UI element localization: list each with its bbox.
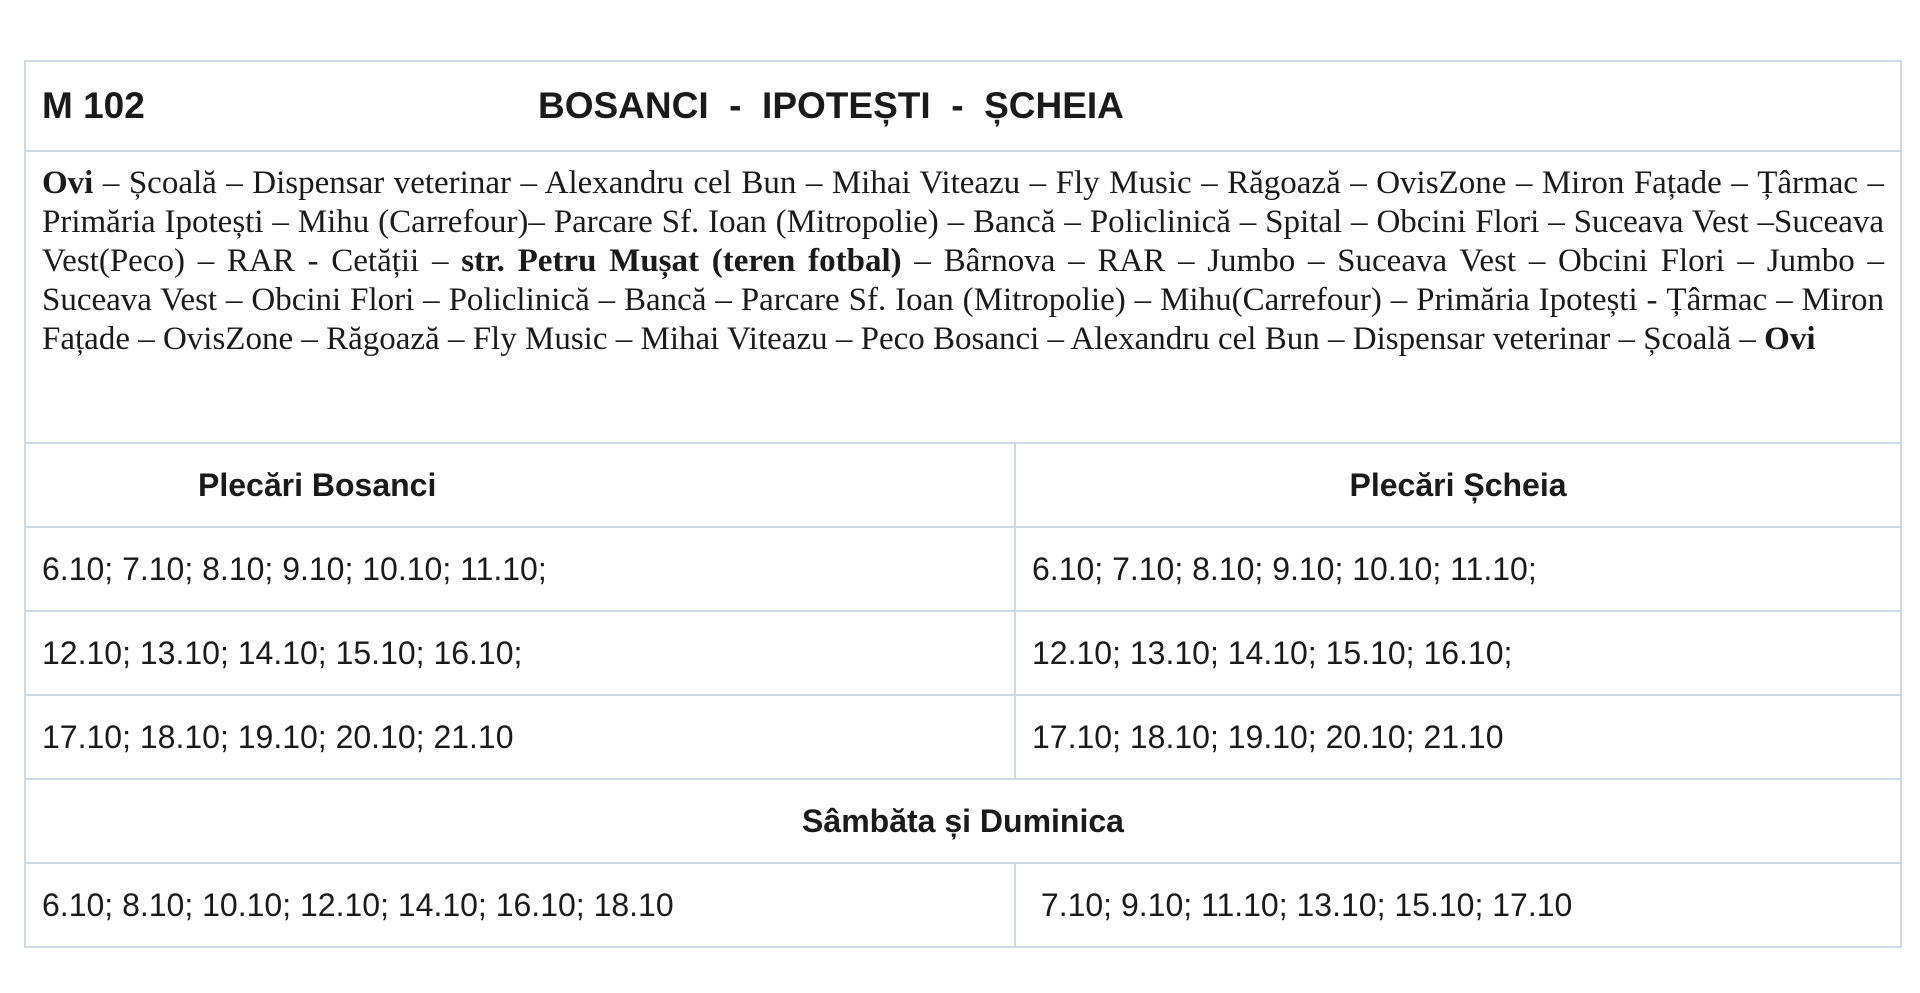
route-code: M 102 (42, 85, 145, 126)
scheia-times: 12.10; 13.10; 14.10; 15.10; 16.10; (1015, 611, 1901, 695)
table-row (25, 695, 1901, 779)
stops-segment: Ovi (1764, 321, 1816, 357)
route-title-cell (25, 61, 1901, 151)
route-stops-list (25, 151, 1901, 443)
departures-bosanci-header: Plecări Bosanci (25, 443, 1015, 527)
weekend-header-row (25, 779, 1901, 863)
route-name: BOSANCI - IPOTEȘTI - ȘCHEIA (538, 85, 1124, 126)
schedule-container (24, 60, 1900, 948)
scheia-times: 6.10; 7.10; 8.10; 9.10; 10.10; 11.10; (1015, 527, 1901, 611)
table-row (25, 527, 1901, 611)
table-row (25, 863, 1901, 947)
stops-segment: Ovi (42, 165, 94, 201)
stops-segment: str. Petru Mușat (teren fotbal) (461, 243, 902, 279)
bosanci-weekend-times: 6.10; 8.10; 10.10; 12.10; 14.10; 16.10; 18.10 (25, 863, 1015, 947)
scheia-weekend-times: 7.10; 9.10; 11.10; 13.10; 15.10; 17.10 (1015, 863, 1901, 947)
stops-segment: – Școală – Dispensar veterinar – Alexandru cel Bun – Mihai Viteazu – Fly Music – Răgoază – OvisZone – Miron Fațade – Țârmac – Primăria Ipotești – Mihu (Carrefour)– Parcare Sf. Ioan (Mitropolie) – Bancă – Policlinică – Spital – Obcini Flori – Suceava Vest –Suceava Vest(Peco) – RAR - Cetății – (42, 165, 1884, 279)
bosanci-times: 12.10; 13.10; 14.10; 15.10; 16.10; (25, 611, 1015, 695)
stops-row (25, 151, 1901, 443)
bosanci-times: 17.10; 18.10; 19.10; 20.10; 21.10 (25, 695, 1015, 779)
bosanci-times: 6.10; 7.10; 8.10; 9.10; 10.10; 11.10; (25, 527, 1015, 611)
stops-segment: – Bârnova – RAR – Jumbo – Suceava Vest – Obcini Flori – Jumbo – Suceava Vest – Obcini Flori – Policlinică – Bancă – Parcare Sf. Ioan (Mitropolie) – Mihu(Carrefour) – Primăria Ipotești - Țârmac – Miron Fațade – OvisZone – Răgoază – Fly Music – Mihai Viteazu – Peco Bosanci – Alexandru cel Bun – Dispensar veterinar – Școală – (42, 243, 1885, 357)
bus-schedule-table (24, 60, 1902, 948)
table-row (25, 611, 1901, 695)
title-row (25, 61, 1901, 151)
departure-header-row (25, 443, 1901, 527)
weekend-header: Sâmbăta și Duminica (25, 779, 1901, 863)
departures-scheia-header: Plecări Șcheia (1015, 443, 1901, 527)
scheia-times: 17.10; 18.10; 19.10; 20.10; 21.10 (1015, 695, 1901, 779)
